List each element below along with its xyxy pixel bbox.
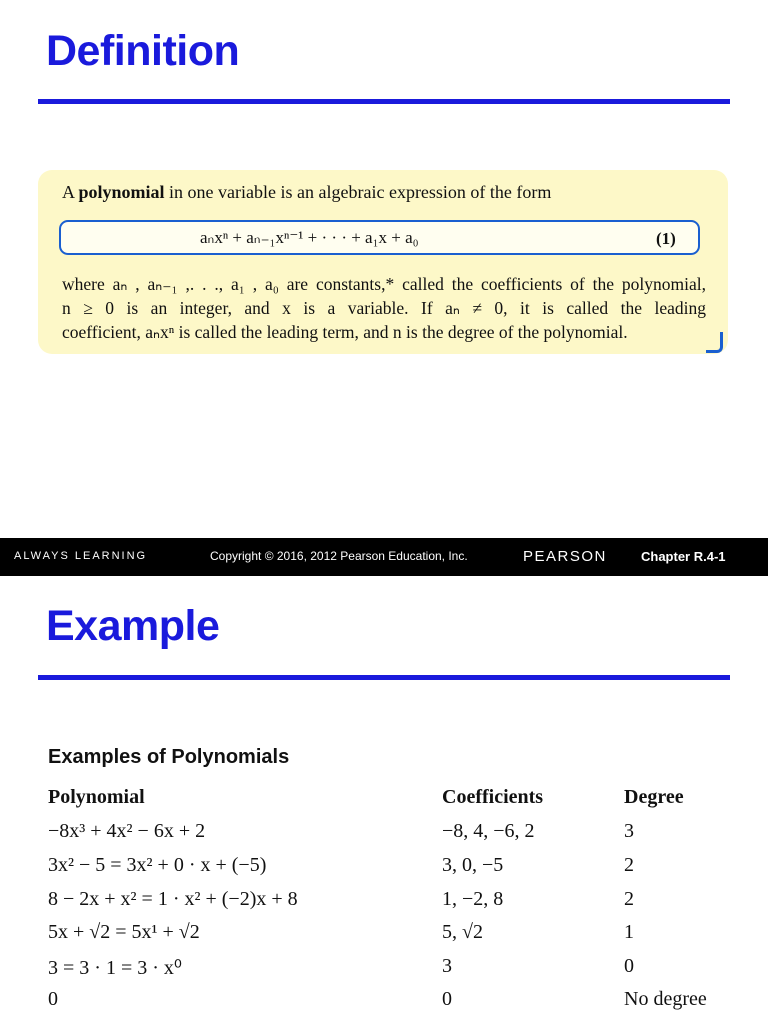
definition-intro bbox=[62, 182, 551, 203]
table-row-degree: 3 bbox=[624, 820, 634, 842]
intro-post: in one variable is an algebraic expression of the form bbox=[164, 182, 552, 202]
definition-line-2: n ≥ 0 is an integer, and x is a variable. If aₙ ≠ 0, it is called the leading bbox=[62, 298, 706, 318]
example-title: Example bbox=[46, 602, 220, 650]
definition-title: Definition bbox=[46, 27, 240, 75]
definition-line-3: coefficient, aₙxⁿ is called the leading term, and n is the degree of the polynomial. bbox=[62, 322, 628, 342]
table-row-degree: 0 bbox=[624, 955, 634, 977]
footer-chapter: Chapter R.4-1 bbox=[641, 549, 726, 564]
table-row-degree: 2 bbox=[624, 854, 634, 876]
column-header-polynomial: Polynomial bbox=[48, 786, 145, 808]
table-row-polynomial: −8x³ + 4x² − 6x + 2 bbox=[48, 820, 206, 842]
table-row-polynomial: 3x² − 5 = 3x² + 0 · x + (−5) bbox=[48, 854, 267, 876]
examples-heading: Examples of Polynomials bbox=[48, 746, 290, 768]
column-header-degree: Degree bbox=[624, 786, 684, 808]
table-row-coefficients: 0 bbox=[442, 988, 452, 1010]
example-title-underline bbox=[38, 675, 730, 680]
table-row-coefficients: 5, √2 bbox=[442, 921, 483, 943]
title-underline bbox=[38, 99, 730, 104]
table-row-degree: 1 bbox=[624, 921, 634, 943]
footer-brand-logo: PEARSON bbox=[523, 548, 607, 565]
definition-line-1: where aₙ , aₙ₋₁ ,. . ., a₁ , a₀ are constants,* called the coefficients of the polynomial, bbox=[62, 274, 706, 294]
table-row-degree: 2 bbox=[624, 888, 634, 910]
intro-pre: A bbox=[62, 182, 79, 202]
table-row-polynomial: 5x + √2 = 5x¹ + √2 bbox=[48, 921, 200, 943]
table-row-coefficients: 1, −2, 8 bbox=[442, 888, 504, 910]
table-row-coefficients: 3 bbox=[442, 955, 452, 977]
polynomial-formula: aₙxⁿ + aₙ₋₁xⁿ⁻¹ + · · · + a₁x + a₀ bbox=[200, 228, 419, 247]
corner-bracket-icon bbox=[706, 332, 723, 353]
table-row-coefficients: 3, 0, −5 bbox=[442, 854, 504, 876]
equation-number: (1) bbox=[656, 229, 676, 248]
table-row-coefficients: −8, 4, −6, 2 bbox=[442, 820, 535, 842]
table-row-polynomial: 0 bbox=[48, 988, 58, 1010]
intro-term: polynomial bbox=[78, 182, 165, 202]
footer-bar bbox=[0, 538, 768, 576]
table-row-degree: No degree bbox=[624, 988, 707, 1010]
column-header-coefficients: Coefficients bbox=[442, 786, 544, 808]
table-row-polynomial: 8 − 2x + x² = 1 · x² + (−2)x + 8 bbox=[48, 888, 298, 910]
footer-copyright: Copyright © 2016, 2012 Pearson Education, Inc. bbox=[210, 549, 468, 563]
table-row-polynomial: 3 = 3 · 1 = 3 · x⁰ bbox=[48, 957, 182, 979]
footer-tagline: ALWAYS LEARNING bbox=[14, 550, 148, 562]
